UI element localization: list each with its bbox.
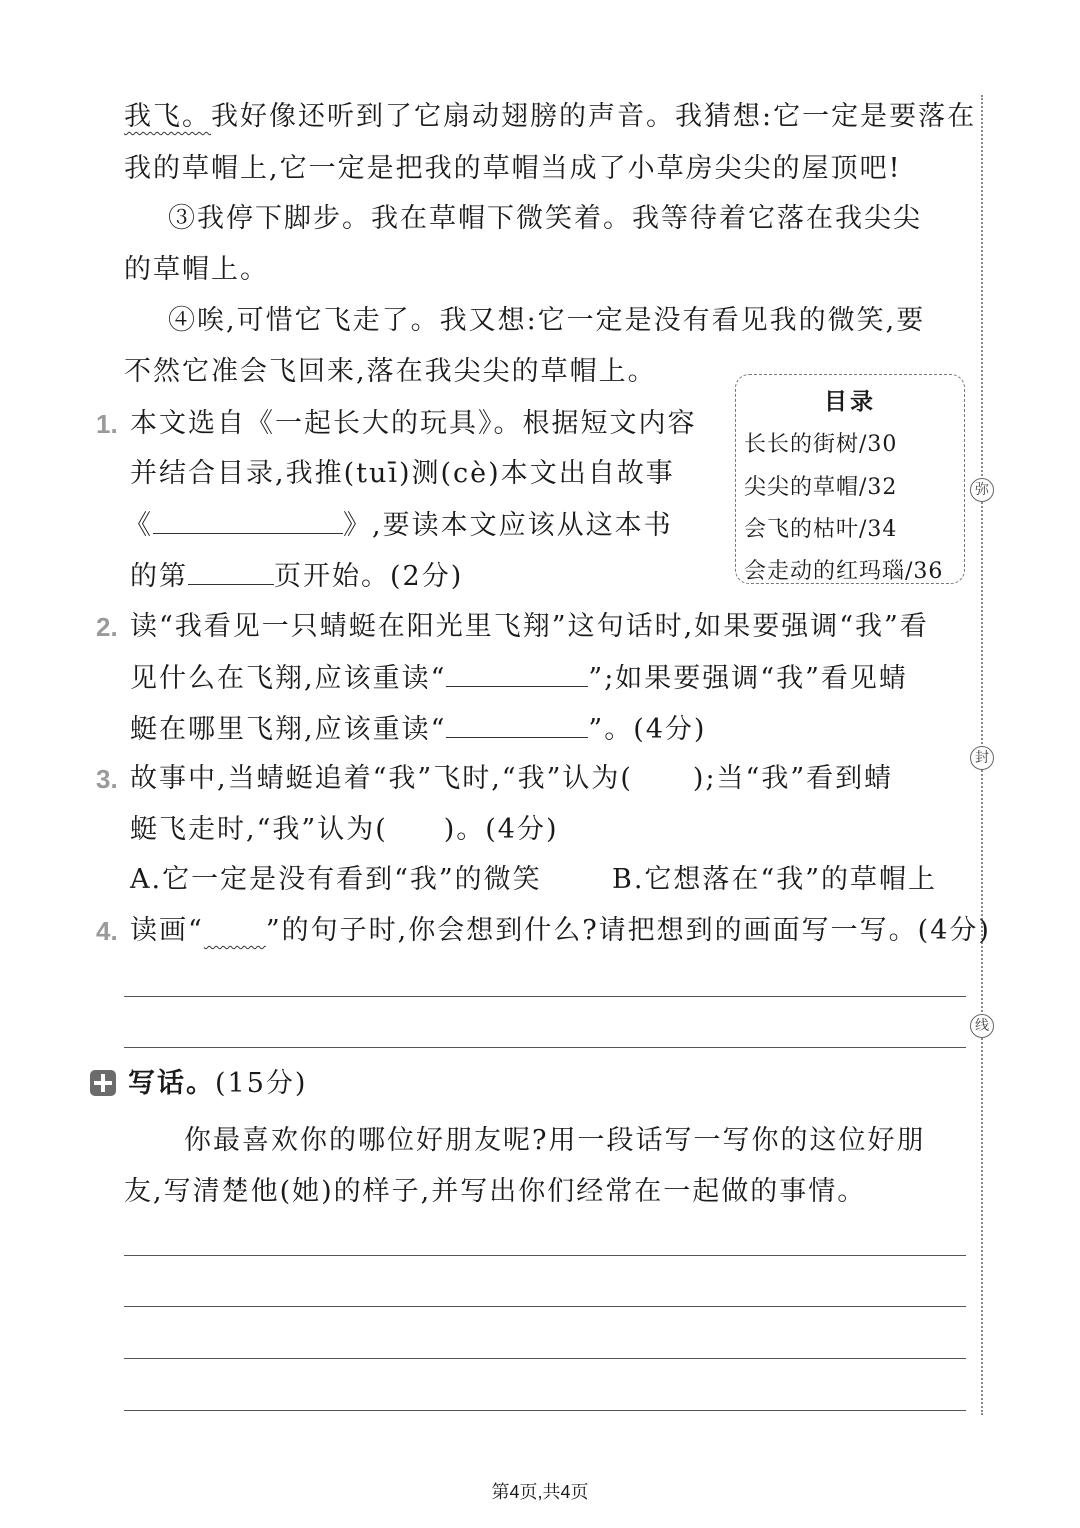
question-1-line-1: 本文选自《一起长大的玩具》。根据短文内容 <box>130 408 697 439</box>
question-2-line-1: 读“我看见一只蜻蜓在阳光里飞翔”这句话时,如果要强调“我”看 <box>130 611 929 642</box>
question-4-number: 4. <box>96 916 118 946</box>
seal-feng: 封 <box>970 746 994 770</box>
question-4-line: 读画“ ”的句子时,你会想到什么?请把想到的画面写一写。(4分) <box>130 915 991 946</box>
question-2-line-3: 蜓在哪里飞翔,应该重读“ ”。(4分) <box>130 711 706 747</box>
toc-item: 尖尖的草帽/32 <box>744 475 898 500</box>
toc-item: 会走动的红玛瑙/36 <box>744 559 944 584</box>
passage-paragraph-4-line-2: 不然它准会飞回来,落在我尖尖的草帽上。 <box>124 356 657 387</box>
writing-line[interactable] <box>124 1358 966 1359</box>
toc-item: 会飞的枯叶/34 <box>744 517 898 542</box>
toc-title: 目录 <box>824 388 876 415</box>
table-of-contents-box <box>735 374 965 584</box>
question-3-line-2: 蜓飞走时,“我”认为( )。(4分) <box>130 814 559 845</box>
question-2-number: 2. <box>96 612 118 642</box>
writing-prompt-line-2: 友,写清楚他(她)的样子,并写出你们经常在一起做的事情。 <box>124 1176 867 1207</box>
writing-line[interactable] <box>124 1306 966 1307</box>
toc-item: 长长的街树/30 <box>744 432 898 457</box>
page-number-blank[interactable] <box>188 558 274 585</box>
question-3-option-a: A.它一定是没有看到“我”的微笑 <box>130 864 542 895</box>
section-number-icon <box>90 1070 116 1096</box>
answer-line[interactable] <box>124 996 966 997</box>
answer-line[interactable] <box>124 1047 966 1048</box>
writing-line[interactable] <box>124 1410 966 1411</box>
question-1-line-3: 《 》,要读本文应该从这本书 <box>124 507 673 543</box>
question-2-line-2: 见什么在飞翔,应该重读“ ”;如果要强调“我”看见蜻 <box>130 660 908 696</box>
seal-mi: 弥 <box>970 478 994 502</box>
wavy-line-sample <box>204 915 266 946</box>
question-3-number: 3. <box>96 764 118 794</box>
question-1-number: 1. <box>96 409 118 439</box>
passage-paragraph-4-line-1: ④唉,可惜它飞走了。我又想:它一定是没有看见我的微笑,要 <box>168 305 926 336</box>
seal-xian: 线 <box>970 1014 994 1038</box>
passage-paragraph-3-line-2: 的草帽上。 <box>124 254 269 285</box>
writing-prompt-line-1: 你最喜欢你的哪位好朋友呢?用一段话写一写你的这位好朋 <box>184 1125 926 1156</box>
section-title: 写话。(15分) <box>128 1068 308 1099</box>
writing-line[interactable] <box>124 1255 966 1256</box>
question-1-line-2: 并结合目录,我推(tuī)测(cè)本文出自故事 <box>130 458 675 489</box>
wavy-phrase: 我飞。 <box>124 101 211 132</box>
passage-line-1: 我飞。我好像还听到了它扇动翅膀的声音。我猜想:它一定是要落在 <box>124 101 977 132</box>
stress-word-blank-1[interactable] <box>446 660 588 687</box>
passage-paragraph-3-line-1: ③我停下脚步。我在草帽下微笑着。我等待着它落在我尖尖 <box>168 203 922 234</box>
stress-word-blank-2[interactable] <box>446 711 588 738</box>
question-3-line-1: 故事中,当蜻蜓追着“我”飞时,“我”认为( );当“我”看到蜻 <box>130 763 894 794</box>
passage-line-2: 我的草帽上,它一定是把我的草帽当成了小草房尖尖的屋顶吧! <box>124 153 902 184</box>
book-title-blank[interactable] <box>153 507 343 534</box>
question-3-option-b: B.它想落在“我”的草帽上 <box>612 864 938 895</box>
page-footer: 第4页,共4页 <box>491 1482 589 1502</box>
question-1-line-4: 的第 页开始。(2分) <box>130 558 463 594</box>
